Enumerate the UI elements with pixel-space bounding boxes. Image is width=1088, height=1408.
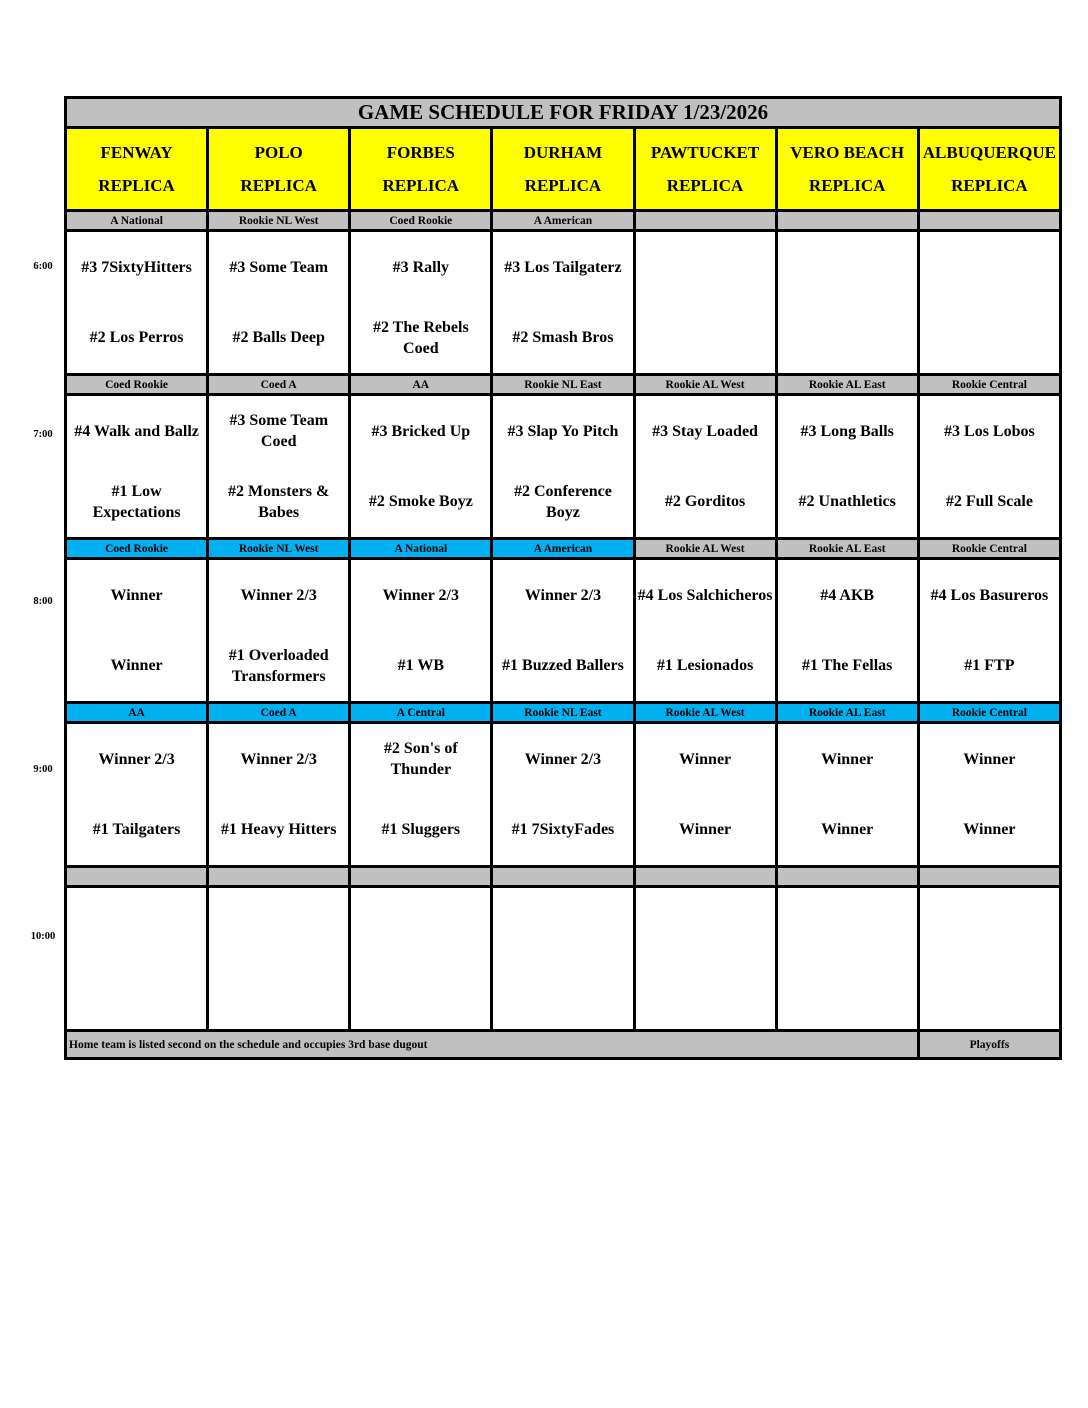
division-label: Rookie NL East: [492, 375, 634, 395]
home-team: #1 Lesionados: [656, 657, 754, 675]
division-label: [776, 867, 918, 887]
away-team: Winner 2/3: [240, 750, 317, 768]
home-team: [67, 969, 206, 1019]
away-team: Winner 2/3: [524, 586, 602, 604]
home-team: #2 Los Perros: [89, 329, 184, 347]
division-label: Coed Rookie: [350, 211, 492, 231]
home-team: [493, 969, 632, 1019]
home-team: Winner: [821, 821, 874, 839]
game-cell: [350, 559, 492, 703]
field-name: FORBES: [386, 143, 455, 162]
division-label: Rookie AL West: [634, 539, 776, 559]
game-cell: [208, 559, 350, 703]
footer-note: Home team is listed second on the schedule and occupies 3rd base dugout: [66, 1031, 919, 1059]
field-name: ALBUQUERQUE: [922, 143, 1056, 162]
game-cell: [918, 231, 1060, 375]
home-team: Winner: [110, 657, 163, 675]
away-team: [636, 898, 775, 948]
away-team: #3 Slap Yo Pitch: [507, 422, 619, 440]
time-slot-row: [66, 395, 1061, 539]
time-slot-row: [66, 559, 1061, 703]
home-team: [920, 313, 1059, 363]
game-cell: [492, 559, 634, 703]
home-team: #2 Smoke Boyz: [368, 493, 473, 511]
division-label: Coed Rookie: [66, 375, 208, 395]
home-team: #2 The Rebels Coed: [372, 318, 469, 357]
home-team: #2 Unathletics: [798, 493, 896, 511]
footer-row: [66, 1031, 1061, 1059]
away-team: Winner 2/3: [240, 586, 317, 604]
game-cell: [918, 395, 1060, 539]
division-label: Rookie AL East: [776, 703, 918, 723]
game-cell: [634, 723, 776, 867]
field-header: [634, 128, 776, 211]
division-label: [492, 867, 634, 887]
division-label: Rookie Central: [918, 539, 1060, 559]
away-team: #3 Los Tailgaterz: [504, 258, 622, 276]
away-team: [351, 898, 490, 948]
division-label: A American: [492, 211, 634, 231]
home-team: [209, 969, 348, 1019]
away-team: #3 Rally: [392, 258, 450, 276]
game-cell: [776, 559, 918, 703]
division-label: [350, 867, 492, 887]
home-team: #2 Balls Deep: [232, 329, 325, 347]
division-label: Coed A: [208, 375, 350, 395]
division-label: Rookie AL East: [776, 375, 918, 395]
time-label: 10:00: [30, 931, 56, 942]
home-team: #1 Tailgaters: [92, 821, 181, 839]
home-team: #2 Gorditos: [664, 493, 746, 511]
away-team: #4 Walk and Ballz: [74, 422, 199, 440]
field-sub: REPLICA: [951, 176, 1028, 195]
division-label: AA: [350, 375, 492, 395]
division-label: [918, 867, 1060, 887]
away-team: Winner: [821, 750, 874, 768]
away-team: Winner: [963, 750, 1016, 768]
field-sub: REPLICA: [98, 176, 175, 195]
field-sub: REPLICA: [382, 176, 460, 195]
game-cell: [918, 559, 1060, 703]
division-label: Rookie Central: [918, 375, 1060, 395]
field-header: [492, 128, 634, 211]
home-team: Winner: [678, 821, 732, 839]
away-team: Winner: [678, 750, 732, 768]
game-cell: [634, 231, 776, 375]
field-name: POLO: [254, 143, 303, 162]
home-team: [778, 313, 917, 363]
division-label: Rookie Central: [918, 703, 1060, 723]
home-team: #1 The Fellas: [802, 657, 893, 675]
home-team: #1 Overloaded Transformers: [228, 646, 329, 685]
division-label: [634, 867, 776, 887]
away-team: #3 Some Team Coed: [229, 412, 329, 451]
field-sub: REPLICA: [240, 176, 317, 195]
home-team: #2 Full Scale: [945, 493, 1033, 511]
field-header: [350, 128, 492, 211]
game-cell: [350, 231, 492, 375]
away-team: #4 AKB: [820, 586, 875, 604]
field-name: PAWTUCKET: [650, 143, 760, 162]
time-label: 6:00: [33, 261, 53, 272]
home-team: #2 Smash Bros: [512, 329, 614, 347]
playoffs-legend: Playoffs: [918, 1031, 1060, 1059]
home-team: [920, 969, 1059, 1019]
game-cell: [208, 231, 350, 375]
time-slot-row: [66, 723, 1061, 867]
division-label: A National: [350, 539, 492, 559]
division-label: Rookie AL West: [634, 703, 776, 723]
division-label: Rookie NL East: [492, 703, 634, 723]
division-row: [66, 375, 1061, 395]
home-team: [778, 969, 917, 1019]
division-label: [208, 867, 350, 887]
home-team: #1 7SixtyFades: [511, 821, 615, 839]
division-label: Rookie AL West: [634, 375, 776, 395]
schedule-table: [64, 96, 1062, 1060]
away-team: #3 Stay Loaded: [652, 422, 758, 440]
field-sub: REPLICA: [524, 176, 602, 195]
away-team: #3 Some Team: [229, 258, 329, 276]
game-cell: [776, 395, 918, 539]
field-name: FENWAY: [100, 143, 173, 162]
game-cell: [208, 395, 350, 539]
away-team: #4 Los Salchicheros: [637, 586, 773, 604]
field-header: [918, 128, 1060, 211]
away-team: [778, 898, 917, 948]
division-label: Rookie NL West: [208, 211, 350, 231]
away-team: Winner: [110, 586, 163, 604]
away-team: [920, 242, 1059, 292]
game-cell: [66, 559, 208, 703]
game-cell: [492, 723, 634, 867]
division-label: Coed A: [208, 703, 350, 723]
home-team: #1 Heavy Hitters: [220, 821, 337, 839]
division-label: [776, 211, 918, 231]
division-row: [66, 703, 1061, 723]
away-team: [636, 242, 775, 292]
game-cell: [208, 723, 350, 867]
time-label: 8:00: [33, 596, 53, 607]
field-header: [776, 128, 918, 211]
game-cell: [776, 887, 918, 1031]
home-team: Winner: [963, 821, 1016, 839]
game-cell: [776, 231, 918, 375]
game-cell: [66, 887, 208, 1031]
schedule-title: GAME SCHEDULE FOR FRIDAY 1/23/2026: [66, 98, 1061, 128]
away-team: [493, 898, 632, 948]
away-team: #3 7SixtyHitters: [81, 258, 192, 276]
division-label: Rookie AL East: [776, 539, 918, 559]
division-label: A Central: [350, 703, 492, 723]
game-cell: [492, 887, 634, 1031]
away-team: [920, 898, 1059, 948]
home-team: [636, 969, 775, 1019]
away-team: [67, 898, 206, 948]
division-label: AA: [66, 703, 208, 723]
time-label: 7:00: [33, 429, 53, 440]
field-header: [66, 128, 208, 211]
game-cell: [66, 723, 208, 867]
division-label: [66, 867, 208, 887]
home-team: #2 Monsters & Babes: [228, 482, 330, 521]
home-team: #1 Low Expectations: [92, 482, 181, 521]
away-team: Winner 2/3: [524, 750, 602, 768]
division-label: [918, 211, 1060, 231]
division-label: [634, 211, 776, 231]
away-team: #3 Bricked Up: [371, 422, 471, 440]
division-label: Rookie NL West: [208, 539, 350, 559]
game-cell: [350, 723, 492, 867]
game-cell: [350, 887, 492, 1031]
game-cell: [208, 887, 350, 1031]
home-team: #1 Buzzed Ballers: [502, 657, 624, 675]
game-cell: [492, 395, 634, 539]
division-row: [66, 539, 1061, 559]
away-team: Winner 2/3: [382, 586, 459, 604]
game-cell: [776, 723, 918, 867]
away-team: Winner 2/3: [98, 750, 175, 768]
home-team: #1 Sluggers: [381, 821, 461, 839]
field-sub: REPLICA: [808, 176, 886, 195]
away-team: #4 Los Basureros: [930, 586, 1049, 604]
division-row: [66, 211, 1061, 231]
game-cell: [634, 887, 776, 1031]
division-label: A American: [492, 539, 634, 559]
time-label: 9:00: [33, 764, 53, 775]
field-header-row: [66, 128, 1061, 211]
field-name: DURHAM: [523, 143, 603, 162]
time-slot-row: [66, 887, 1061, 1031]
home-team: #1 FTP: [964, 657, 1015, 675]
away-team: #3 Los Lobos: [944, 422, 1035, 440]
field-name: VERO BEACH: [790, 143, 905, 162]
field-sub: REPLICA: [666, 176, 744, 195]
away-team: [209, 898, 348, 948]
home-team: [636, 313, 775, 363]
division-label: Coed Rookie: [66, 539, 208, 559]
game-cell: [918, 887, 1060, 1031]
away-team: #3 Long Balls: [800, 422, 894, 440]
game-cell: [634, 395, 776, 539]
division-row: [66, 867, 1061, 887]
game-cell: [918, 723, 1060, 867]
game-cell: [66, 395, 208, 539]
game-cell: [492, 231, 634, 375]
time-slot-row: [66, 231, 1061, 375]
home-team: [351, 969, 490, 1019]
game-cell: [350, 395, 492, 539]
game-cell: [66, 231, 208, 375]
away-team: #2 Son's of Thunder: [383, 740, 458, 779]
home-team: #2 Conference Boyz: [513, 482, 612, 521]
field-header: [208, 128, 350, 211]
game-cell: [634, 559, 776, 703]
home-team: #1 WB: [397, 657, 444, 675]
division-label: A National: [66, 211, 208, 231]
away-team: [778, 242, 917, 292]
title-row: [66, 98, 1061, 128]
